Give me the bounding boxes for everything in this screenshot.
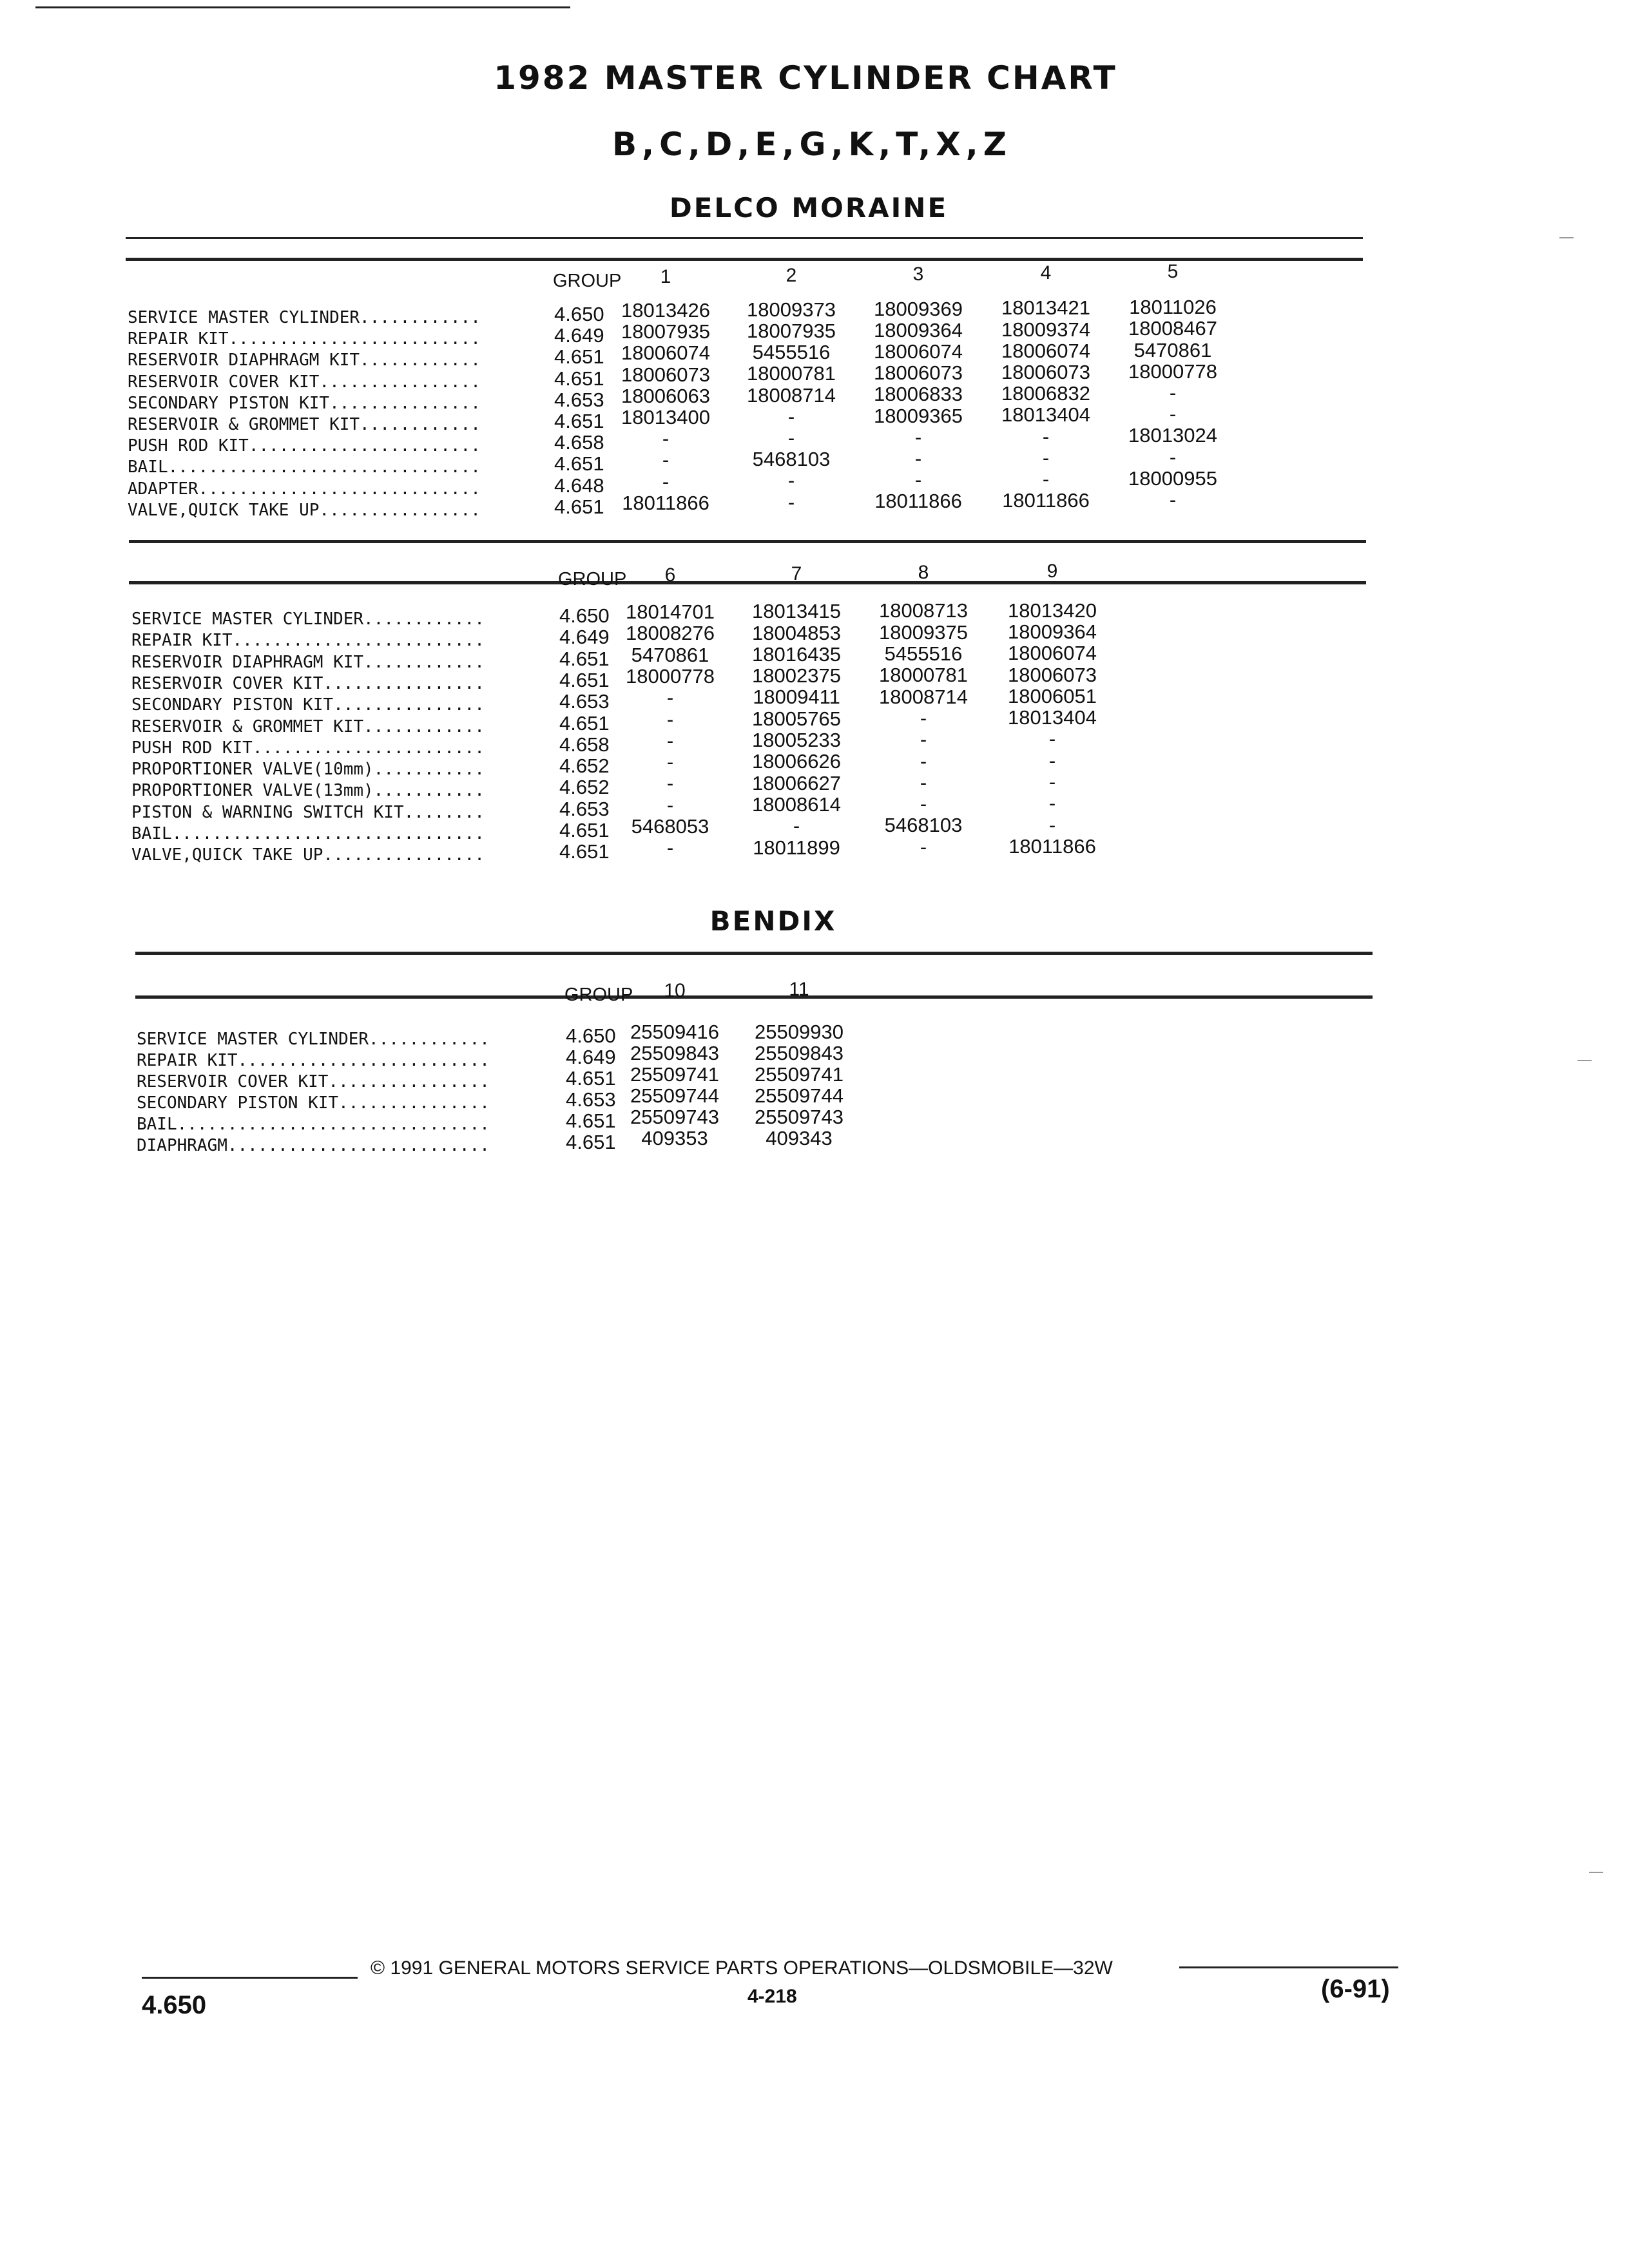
part-label: RESERVOIR & GROMMET KIT............ <box>128 415 481 434</box>
part-number: 18013421 <box>1001 296 1090 320</box>
group-number: 4.658 <box>554 431 604 454</box>
part-label: PISTON & WARNING SWITCH KIT........ <box>131 802 485 822</box>
group-number: 4.651 <box>554 367 604 390</box>
part-number: 18014701 <box>626 601 715 623</box>
part-number: - <box>1048 771 1056 793</box>
part-number: 25509744 <box>755 1084 843 1107</box>
part-label: SECONDARY PISTON KIT............... <box>128 393 481 413</box>
group-column-header: GROUP <box>558 569 627 590</box>
part-number: 18013404 <box>1008 706 1097 729</box>
part-label: RESERVOIR & GROMMET KIT............ <box>131 716 485 736</box>
part-number: 18009373 <box>747 298 836 321</box>
section-title-bendix <box>0 905 1547 937</box>
part-number: 18009369 <box>874 297 963 320</box>
part-label: REPAIR KIT......................... <box>131 631 485 651</box>
part-number: - <box>787 490 795 514</box>
group-number: 4.651 <box>554 495 604 518</box>
part-number: 409353 <box>641 1127 708 1149</box>
column-header: 10 <box>664 980 686 1001</box>
group-number: 4.652 <box>559 776 610 799</box>
part-number: 25509743 <box>630 1106 719 1128</box>
part-number: - <box>920 793 927 816</box>
part-number: - <box>1048 813 1056 836</box>
part-label: SERVICE MASTER CYLINDER............ <box>137 1030 490 1049</box>
group-number: 4.651 <box>566 1131 616 1153</box>
column-header: 2 <box>786 265 797 286</box>
group-number: 4.648 <box>554 474 604 497</box>
part-number: 5455516 <box>752 341 831 364</box>
part-number: 18005765 <box>752 707 841 730</box>
part-number: 25509744 <box>630 1084 719 1107</box>
part-number: - <box>787 469 795 492</box>
column-header: 6 <box>664 564 676 586</box>
section-title-delco: DELCO MORAINE <box>669 192 949 224</box>
part-number: 409343 <box>766 1126 833 1149</box>
part-number: - <box>1042 425 1050 448</box>
part-number: 25509741 <box>755 1062 843 1086</box>
part-number: 18005233 <box>752 729 841 751</box>
part-label: PROPORTIONER VALVE(13mm)........... <box>131 781 485 801</box>
rule <box>135 952 1373 955</box>
part-label: SERVICE MASTER CYLINDER............ <box>131 610 485 629</box>
part-number: - <box>1169 403 1177 426</box>
group-number: 4.658 <box>559 733 610 756</box>
part-number: - <box>1048 727 1056 751</box>
group-column-header: GROUP <box>564 985 633 1005</box>
footer-rule-left <box>142 1977 358 1979</box>
part-label: SERVICE MASTER CYLINDER............ <box>128 308 481 327</box>
part-number: 18006832 <box>1001 382 1090 405</box>
group-number: 4.649 <box>559 626 610 649</box>
part-number: - <box>920 835 927 858</box>
part-number: 18004853 <box>752 621 841 644</box>
part-number: - <box>662 448 670 472</box>
part-number: 18013426 <box>621 299 710 322</box>
column-header: 11 <box>789 979 809 1000</box>
part-label: VALVE,QUICK TAKE UP................ <box>131 845 485 865</box>
margin-mark <box>1577 1060 1592 1061</box>
part-number: - <box>666 707 674 731</box>
group-number: 4.650 <box>566 1024 616 1047</box>
part-number: 18011899 <box>753 836 840 859</box>
part-number: - <box>914 447 922 470</box>
part-number: 5468053 <box>631 815 709 838</box>
part-number: - <box>1169 381 1177 404</box>
column-header: 7 <box>791 563 802 584</box>
part-label: RESERVOIR COVER KIT................ <box>128 372 481 392</box>
part-number: 18009364 <box>874 318 963 341</box>
rule <box>126 237 1363 239</box>
part-number: 18006833 <box>874 383 963 406</box>
group-number: 4.651 <box>566 1067 616 1090</box>
group-number: 4.649 <box>566 1046 616 1068</box>
part-number: - <box>666 729 674 752</box>
part-number: 25509843 <box>755 1041 843 1064</box>
part-number: 18009374 <box>1001 318 1090 341</box>
group-number: 4.651 <box>559 711 610 735</box>
part-number: - <box>914 425 922 448</box>
part-number: 18011866 <box>622 491 709 514</box>
column-header: 8 <box>918 562 929 583</box>
part-label: VALVE,QUICK TAKE UP................ <box>128 500 481 520</box>
part-number: 18009365 <box>874 404 963 427</box>
part-number: - <box>920 749 927 773</box>
part-label: DIAPHRAGM.......................... <box>137 1136 490 1155</box>
top-rule <box>35 6 570 8</box>
part-number: 18013024 <box>1128 424 1217 447</box>
part-number: 18000781 <box>879 664 968 687</box>
column-header: 9 <box>1046 561 1058 582</box>
part-number: 18006073 <box>874 361 963 385</box>
part-number: 18007935 <box>621 320 710 343</box>
group-number: 4.650 <box>559 604 610 627</box>
part-label: BAIL............................... <box>131 824 485 843</box>
group-number: 4.651 <box>559 647 610 670</box>
part-number: 5470861 <box>631 643 709 666</box>
part-number: 18013420 <box>1008 599 1097 622</box>
part-number: - <box>666 751 674 774</box>
part-number: - <box>666 686 674 709</box>
page-title: 1982 MASTER CYLINDER CHART <box>494 59 1117 97</box>
group-number: 4.652 <box>559 754 610 778</box>
part-number: 5455516 <box>884 642 963 665</box>
group-number: 4.651 <box>554 410 604 432</box>
part-number: 18007935 <box>747 320 836 342</box>
part-number: - <box>662 427 670 450</box>
part-number: - <box>920 771 927 794</box>
rule <box>129 540 1366 543</box>
part-number: 18008276 <box>626 622 715 645</box>
part-number: 25509416 <box>630 1021 719 1043</box>
part-number: 18011866 <box>1002 489 1090 512</box>
part-label: SECONDARY PISTON KIT............... <box>131 695 485 715</box>
part-number: 25509743 <box>755 1105 843 1128</box>
part-number: 18013400 <box>621 406 710 428</box>
part-number: - <box>920 728 927 751</box>
part-number: 18008713 <box>879 599 968 622</box>
part-label: RESERVOIR COVER KIT................ <box>131 673 485 693</box>
part-label: RESERVOIR DIAPHRAGM KIT............ <box>131 652 485 672</box>
group-number: 4.651 <box>559 668 610 691</box>
part-number: 18009364 <box>1008 620 1097 643</box>
part-number: 18009375 <box>879 620 968 644</box>
group-number: 4.651 <box>566 1110 616 1132</box>
bendix-label: BENDIX <box>709 905 837 937</box>
part-number: 5470861 <box>1133 338 1212 361</box>
part-number: - <box>1042 446 1050 469</box>
group-column-header: GROUP <box>553 271 622 291</box>
part-number: - <box>666 772 674 795</box>
part-number: 18008467 <box>1128 317 1217 340</box>
part-number: - <box>666 836 674 860</box>
part-number: 18006074 <box>874 340 963 363</box>
part-number: 18016435 <box>752 642 841 666</box>
group-number: 4.651 <box>554 345 604 369</box>
group-number: 4.653 <box>566 1088 616 1111</box>
part-label: REPAIR KIT......................... <box>128 329 481 349</box>
part-number: - <box>920 706 927 729</box>
part-number: 18008714 <box>747 383 836 407</box>
part-number: - <box>787 427 795 449</box>
part-number: 18013415 <box>752 600 841 623</box>
part-number: 18009411 <box>753 686 840 709</box>
part-label: RESERVOIR COVER KIT................ <box>137 1072 490 1091</box>
group-number: 4.653 <box>559 690 610 713</box>
group-number: 4.651 <box>559 819 610 841</box>
footer-group-number: 4.650 <box>142 1991 207 2019</box>
part-number: 18013404 <box>1001 403 1090 427</box>
part-number: - <box>793 814 800 838</box>
part-number: 18011866 <box>874 490 962 513</box>
part-number: 25509930 <box>755 1020 843 1043</box>
part-number: 18006627 <box>752 771 841 794</box>
group-number: 4.650 <box>554 303 604 325</box>
group-number: 4.653 <box>554 388 604 411</box>
part-label: REPAIR KIT......................... <box>137 1051 490 1070</box>
part-number: 18000778 <box>1128 360 1217 383</box>
part-number: 18006073 <box>1008 663 1097 686</box>
footer-date-code: (6-91) <box>1321 1975 1390 2003</box>
part-number: 18011866 <box>1008 834 1096 858</box>
part-number: 18006073 <box>621 363 710 386</box>
part-number: 18006074 <box>621 341 710 365</box>
margin-mark <box>1589 1872 1603 1873</box>
part-label: SECONDARY PISTON KIT............... <box>137 1093 490 1113</box>
part-number: 18006626 <box>752 750 841 773</box>
part-number: 18006074 <box>1008 642 1097 665</box>
part-label: ADAPTER............................ <box>128 479 481 499</box>
part-label: BAIL............................... <box>128 457 481 477</box>
footer-copyright: © 1991 GENERAL MOTORS SERVICE PARTS OPERATIONS—OLDSMOBILE—32W <box>371 1957 1113 1979</box>
part-number: 18011026 <box>1129 296 1217 319</box>
part-number: 18006074 <box>1001 339 1090 362</box>
part-number: 18000778 <box>626 664 715 687</box>
part-label: PROPORTIONER VALVE(10mm)........... <box>131 760 485 780</box>
column-header: 1 <box>660 266 671 287</box>
part-number: - <box>914 468 922 492</box>
group-number: 4.649 <box>554 324 604 347</box>
part-number: 18008614 <box>752 793 841 816</box>
column-header: 5 <box>1167 261 1179 282</box>
part-number: - <box>787 405 795 428</box>
part-number: 18002375 <box>752 664 841 687</box>
part-number: - <box>1048 749 1056 772</box>
part-label: PUSH ROD KIT....................... <box>128 436 481 456</box>
group-number: 4.653 <box>559 797 610 820</box>
group-number: 4.651 <box>559 840 610 863</box>
part-label: PUSH ROD KIT....................... <box>131 738 485 758</box>
part-number: 5468103 <box>884 814 963 837</box>
part-number: - <box>1169 488 1177 511</box>
part-label: RESERVOIR DIAPHRAGM KIT............ <box>128 351 481 370</box>
part-number: 18006073 <box>1001 361 1090 383</box>
part-number: - <box>1169 445 1177 468</box>
column-header: 4 <box>1040 262 1052 284</box>
part-number: 5468103 <box>752 448 831 471</box>
column-header: 3 <box>912 264 924 285</box>
footer-rule-right <box>1179 1966 1398 1968</box>
part-label: BAIL............................... <box>137 1115 490 1134</box>
margin-mark <box>1559 237 1574 238</box>
part-number: 18000781 <box>747 362 836 385</box>
part-number: - <box>1042 468 1050 490</box>
part-number: 25509843 <box>630 1042 719 1064</box>
group-number: 4.651 <box>554 452 604 476</box>
part-number: 18006063 <box>621 384 710 407</box>
part-number: 18006051 <box>1008 684 1097 707</box>
page-subtitle: B,C,D,E,G,K,T,X,Z <box>612 126 1012 163</box>
part-number: 25509741 <box>630 1063 719 1086</box>
part-number: - <box>1048 792 1056 815</box>
part-number: 18000955 <box>1128 466 1217 490</box>
part-number: - <box>662 470 670 493</box>
footer-page-number: 4-218 <box>747 1986 797 2007</box>
part-number: 18008714 <box>879 685 968 708</box>
part-number: - <box>666 793 674 816</box>
